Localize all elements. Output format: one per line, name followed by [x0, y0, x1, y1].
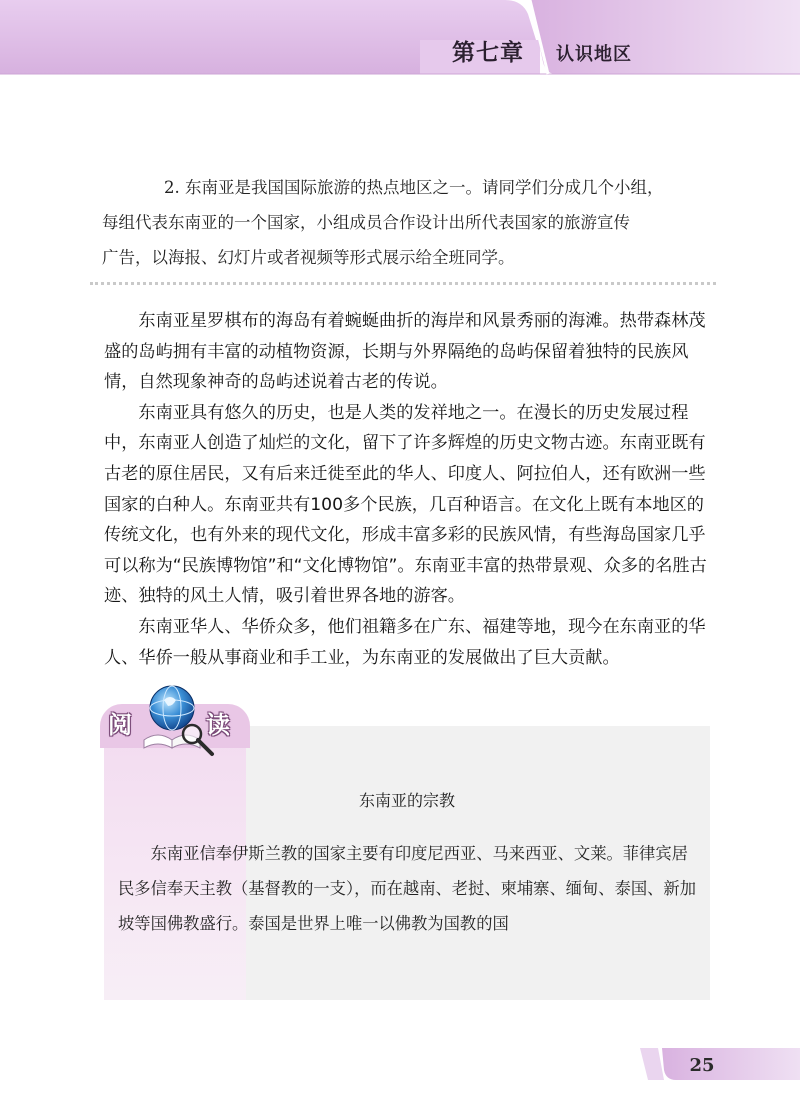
- activity-line: 每组代表东南亚的一个国家，小组成员合作设计出所代表国家的旅游宣传: [102, 213, 630, 232]
- main-text: [104, 306, 714, 673]
- activity-line: 2. 东南亚是我国国际旅游的热点地区之一。请同学们分成几个小组，: [164, 178, 664, 197]
- page-number: 25: [689, 1055, 715, 1076]
- reading-text: [118, 836, 696, 941]
- body-paragraph: 东南亚星罗棋布的海岛有着蜿蜒曲折的海岸和风景秀丽的海滩。热带森林茂盛的岛屿拥有丰富的动植物资源，长期与外界隔绝的岛屿保留着独特的民族风情，自然现象神奇的岛屿述说着古老的传说。: [104, 311, 706, 393]
- body-paragraph: 东南亚华人、华侨众多，他们祖籍多在广东、福建等地，现今在东南亚的华人、华侨一般从事商业和手工业，为东南亚的发展做出了巨大贡献。: [104, 616, 706, 668]
- reading-paragraph: 东南亚信奉伊斯兰教的国家主要有印度尼西亚、马来西亚、文莱。菲律宾居民多信奉天主教（基督教的一支），而在越南、老挝、柬埔寨、缅甸、泰国、新加坡等国佛教盛行。泰国是世界上唯一以佛教为国教的国: [118, 844, 696, 933]
- section-title: 认识地区: [556, 44, 632, 65]
- activity-line: 广告，以海报、幻灯片或者视频等形式展示给全班同学。: [102, 248, 515, 267]
- reading-badge-left: 阅: [108, 711, 132, 739]
- dotted-divider: [90, 282, 716, 285]
- activity-block: [102, 170, 702, 275]
- reading-title: 东南亚的宗教: [358, 791, 455, 810]
- chapter-header: [0, 0, 800, 92]
- body-paragraph: 东南亚具有悠久的历史，也是人类的发祥地之一。在漫长的历史发展过程中，东南亚人创造了灿烂的文化，留下了许多辉煌的历史文物古迹。东南亚既有古老的原住居民，又有后来迁徙至此的华人、印度人、阿拉伯人，还有欧洲一些国家的白种人。东南亚共有100多个民族，几百种语言。在文化上既有本地区的传统文化，也有外来的现代文化，形成丰富多彩的民族风情，有些海岛国家几乎可以称为“民族博物馆”和“文化博物馆”。东南亚丰富的热带景观、众多的名胜古迹、独特的风土人情，吸引着世界各地的游客。: [104, 402, 707, 607]
- header-decoration: [0, 0, 800, 92]
- reading-badge-right: 读: [206, 711, 230, 739]
- chapter-title: 第七章: [452, 40, 524, 66]
